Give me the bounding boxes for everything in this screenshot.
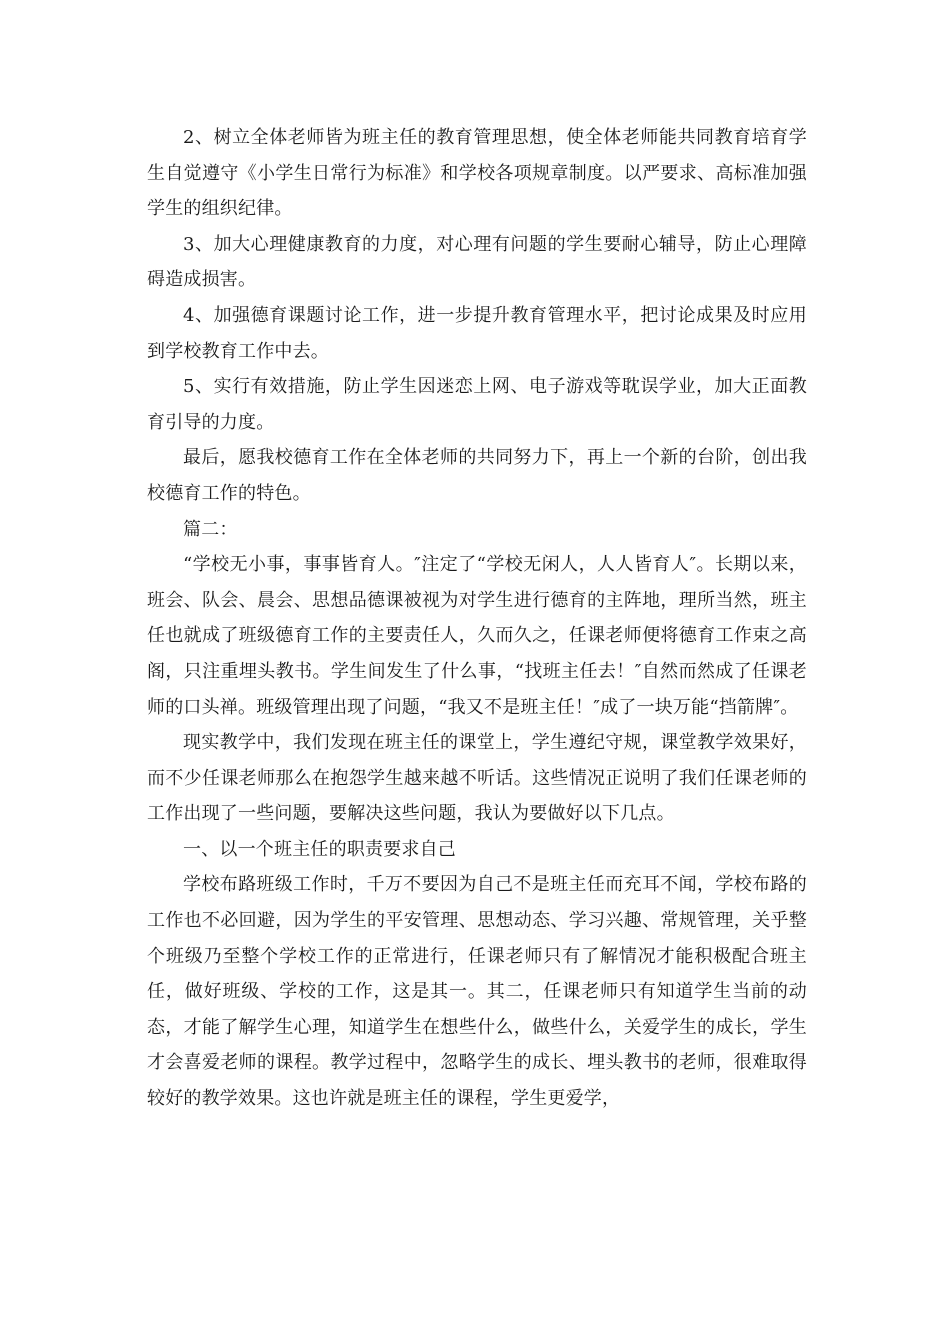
paragraph-item-2: 2、树立全体老师皆为班主任的教育管理思想，使全体老师能共同教育培育学生自觉遵守《小学生日常行为标准》和学校各项规章制度。以严要求、高标准加强学生的组织纪律。 bbox=[147, 127, 807, 220]
paragraph-conclusion: 最后，愿我校德育工作在全体老师的共同努力下，再上一个新的台阶，创出我校德育工作的特色。 bbox=[147, 447, 807, 504]
document-body bbox=[147, 120, 807, 1117]
section-heading-part-two: 篇二： bbox=[183, 518, 238, 540]
paragraph-class-work: 学校布路班级工作时，千万不要因为自己不是班主任而充耳不闻，学校布路的工作也不必回避，因为学生的平安管理、思想动态、学习兴趣、常规管理，关乎整个班级乃至整个学校工作的正常进行，任课老师只有了解情况才能积极配合班主任，做好班级、学校的工作，这是其一。其二，任课老师只有知道学生当前的动态，才能了解学生心理，知道学生在想些什么，做些什么，关爱学生的成长，学生才会喜爱老师的课程。教学过程中，忽略学生的成长、埋头教书的老师，很难取得较好的教学效果。这也许就是班主任的课程，学生更爱学， bbox=[147, 874, 807, 1110]
subheading-one: 一、以一个班主任的职责要求自己 bbox=[183, 838, 456, 860]
paragraph-item-3: 3、加大心理健康教育的力度，对心理有问题的学生要耐心辅导，防止心理障碍造成损害。 bbox=[147, 233, 807, 291]
paragraph-intro-quote: “学校无小事，事事皆育人。″注定了“学校无闲人，人人皆育人″。长期以来，班会、队会、晨会、思想品德课被视为对学生进行德育的主阵地，理所当然，班主任也就成了班级德育工作的主要责任人，久而久之，任课老师便将德育工作束之高阁，只注重埋头教书。学生间发生了什么事，“找班主任去！″自然而然成了任课老师的口头禅。班级管理出现了问题，“我又不是班主任！″成了一块万能“挡箭牌″。 bbox=[147, 554, 807, 718]
paragraph-item-5: 5、实行有效措施，防止学生因迷恋上网、电子游戏等耽误学业，加大正面教育引导的力度。 bbox=[147, 376, 807, 433]
paragraph-teaching-reality: 现实教学中，我们发现在班主任的课堂上，学生遵纪守规，课堂教学效果好，而不少任课老师那么在抱怨学生越来越不听话。这些情况正说明了我们任课老师的工作出现了一些问题，要解决这些问题，我认为要做好以下几点。 bbox=[147, 732, 807, 825]
paragraph-item-4: 4、加强德育课题讨论工作，进一步提升教育管理水平，把讨论成果及时应用到学校教育工作中去。 bbox=[147, 304, 807, 362]
